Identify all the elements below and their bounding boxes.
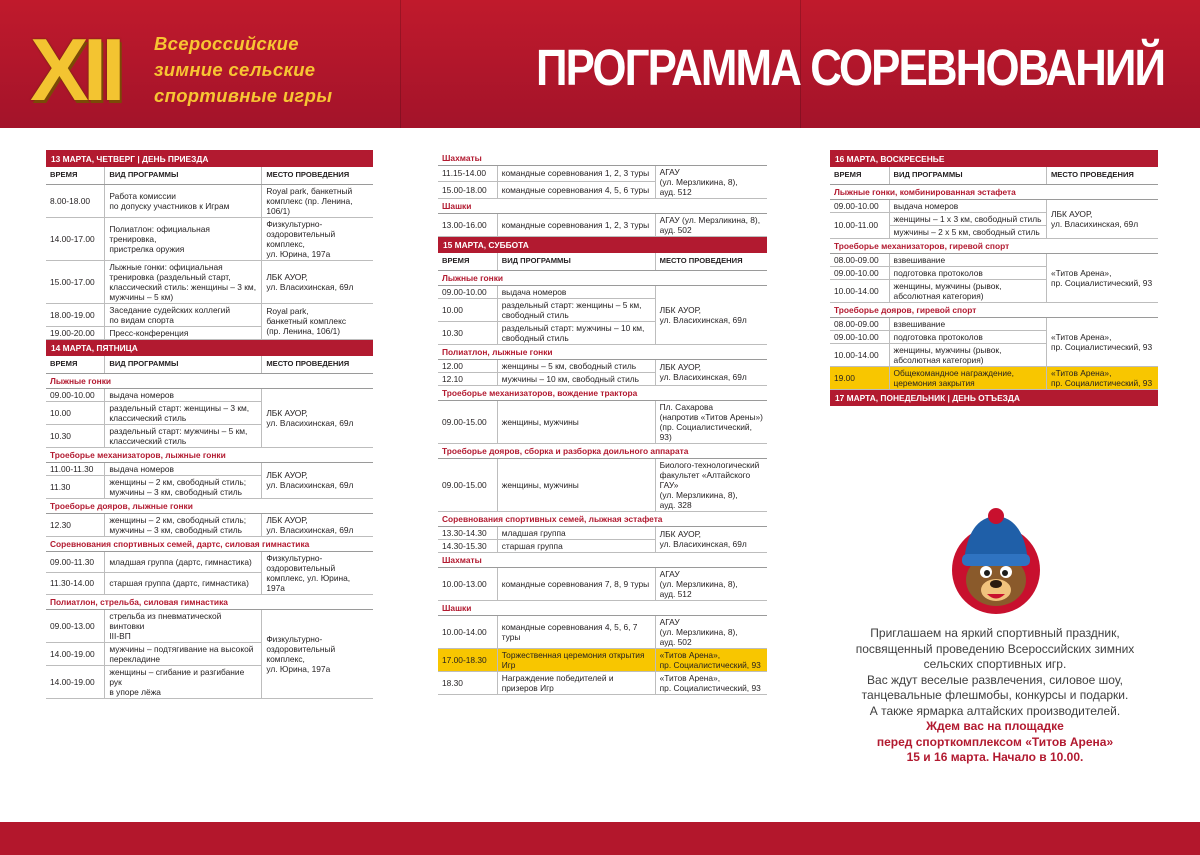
header-banner (0, 0, 1200, 128)
event-name: выдача номеров (105, 462, 262, 475)
event-name: Торжественная церемония открытия Игр (497, 648, 655, 671)
schedule-table (46, 150, 373, 699)
sport-section-row (438, 385, 767, 400)
event-time: 15.00-17.00 (46, 260, 105, 303)
event-name: взвешивание (889, 317, 1046, 330)
day-heading-row (438, 236, 767, 253)
event-name: Полиатлон: официальная тренировка, пристрелка оружия (105, 217, 262, 260)
day-heading: 14 МАРТА, ПЯТНИЦА (46, 339, 373, 356)
event-name: женщины – 5 км, свободный стиль (497, 359, 655, 372)
bear-mascot-icon (946, 508, 1046, 618)
event-time: 09.00-15.00 (438, 400, 497, 443)
day-heading-row (46, 339, 373, 356)
invitation-line: сельских спортивных игр. (923, 657, 1067, 671)
schedule-row (46, 303, 373, 326)
sport-section-title: Троеборье дояров, лыжные гонки (46, 498, 373, 513)
games-tagline (154, 31, 334, 109)
event-time: 10.30 (438, 321, 497, 344)
event-time: 14.00-19.00 (46, 642, 105, 665)
event-name: выдача номеров (497, 285, 655, 298)
games-logo (30, 20, 142, 119)
sport-section-title: Троеборье дояров, сборка и разборка доильного аппарата (438, 443, 767, 458)
event-name: Заседание судейских коллегий по видам спорта (105, 303, 262, 326)
event-name: выдача номеров (889, 199, 1046, 212)
event-time: 10.00-14.00 (438, 615, 497, 648)
event-name: раздельный старт: женщины – 5 км, свободный стиль (497, 298, 655, 321)
sport-section-title: Троеборье механизаторов, гиревой спорт (830, 238, 1158, 253)
sport-section-title: Лыжные гонки (46, 373, 373, 388)
event-name: взвешивание (889, 253, 1046, 266)
event-name: раздельный старт: мужчины – 5 км, классический стиль (105, 424, 262, 447)
event-venue: «Титов Арена», пр. Социалистический, 93 (1046, 317, 1158, 366)
event-time: 12.30 (46, 513, 105, 536)
event-time: 10.00-14.00 (830, 343, 889, 366)
tagline-line: Всероссийские (154, 33, 299, 54)
sport-section-row (438, 443, 767, 458)
event-time: 09.00-10.00 (438, 285, 497, 298)
event-name: женщины – сгибание и разгибание рук в упоре лёжа (105, 665, 262, 698)
event-time: 10.00-13.00 (438, 567, 497, 600)
event-venue: ЛБК АУОР, ул. Власихинская, 69л (262, 388, 373, 447)
sport-section-title: Троеборье механизаторов, вождение трактора (438, 385, 767, 400)
day-heading-row (46, 150, 373, 167)
day-heading: 13 МАРТА, ЧЕТВЕРГ | ДЕНЬ ПРИЕЗДА (46, 150, 373, 167)
day-heading: 16 МАРТА, ВОСКРЕСЕНЬЕ (830, 150, 1158, 167)
invitation-line: танцевальные флешмобы, конкурсы и подарки. (861, 688, 1129, 702)
event-time: 09.00-10.00 (46, 388, 105, 401)
schedule-row (438, 165, 767, 182)
panel-fold (400, 0, 401, 128)
event-venue: ЛБК АУОР, ул. Власихинская, 69л (262, 260, 373, 303)
page-title: ПРОГРАММА СОРЕВНОВАНИЙ (536, 39, 1165, 96)
sport-section-title: Троеборье дояров, гиревой спорт (830, 302, 1158, 317)
event-name: Лыжные гонки: официальная тренировка (раздельный старт, классический стиль: женщины – 3 км, мужчины – 5 км) (105, 260, 262, 303)
event-venue: Физкультурно- оздоровительный комплекс, ул. Юрина, 197а (262, 551, 373, 594)
event-name: командные соревнования 7, 8, 9 туры (497, 567, 655, 600)
event-name: мужчины – подтягивание на высокой перекладине (105, 642, 262, 665)
sport-section-row (438, 198, 767, 213)
event-time: 08.00-09.00 (830, 253, 889, 266)
schedule-row (46, 260, 373, 303)
event-name: Пресс-конференция (105, 326, 262, 339)
schedule-row (438, 285, 767, 298)
invitation-line: Приглашаем на яркий спортивный праздник, (870, 626, 1120, 640)
sport-section-title: Лыжные гонки (438, 270, 767, 285)
event-name: младшая группа (497, 526, 655, 539)
schedule-row (438, 400, 767, 443)
event-time: 10.00-11.00 (830, 212, 889, 238)
event-venue: «Титов Арена», пр. Социалистический, 93 (1046, 366, 1158, 389)
event-name: женщины – 2 км, свободный стиль; мужчины – 3 км, свободный стиль (105, 513, 262, 536)
column-header-time: ВРЕМЯ (46, 167, 105, 184)
schedule-row (830, 366, 1158, 389)
event-name: старшая группа (497, 539, 655, 552)
schedule-row (438, 458, 767, 511)
schedule-table (830, 150, 1158, 406)
schedule-table (438, 150, 767, 695)
event-name: Общекомандное награждение, церемония закрытия (889, 366, 1046, 389)
invitation-text (832, 626, 1158, 766)
tagline-line: спортивные игры (154, 85, 333, 106)
sport-section-title: Полиатлон, стрельба, силовая гимнастика (46, 594, 373, 609)
event-venue: Физкультурно- оздоровительный комплекс, ул. Юрина, 197а (262, 609, 373, 698)
event-name: раздельный старт: женщины – 3 км, классический стиль (105, 401, 262, 424)
event-venue: Пл. Сахарова (напротив «Титов Арены») (пр. Социалистический, 93) (655, 400, 767, 443)
schedule-row (46, 609, 373, 642)
schedule-row (438, 526, 767, 539)
event-venue: Royal park, банкетный комплекс (пр. Ленина, 106/1) (262, 184, 373, 217)
event-time: 12.00 (438, 359, 497, 372)
event-time: 10.00 (438, 298, 497, 321)
event-time: 10.30 (46, 424, 105, 447)
day-heading: 17 МАРТА, ПОНЕДЕЛЬНИК | ДЕНЬ ОТЪЕЗДА (830, 389, 1158, 406)
sport-section-title: Троеборье механизаторов, лыжные гонки (46, 447, 373, 462)
event-name: подготовка протоколов (889, 266, 1046, 279)
event-name: женщины – 2 км, свободный стиль; мужчины – 3 км, свободный стиль (105, 475, 262, 498)
sport-section-row (830, 184, 1158, 199)
event-name: старшая группа (дартс, гимнастика) (105, 573, 262, 595)
schedule-row (46, 217, 373, 260)
event-venue: АГАУ (ул. Мерзликина, 8), ауд. 512 (655, 567, 767, 600)
event-time: 14.00-19.00 (46, 665, 105, 698)
day-heading: 15 МАРТА, СУББОТА (438, 236, 767, 253)
table-header-row (46, 167, 373, 184)
day-heading-row (830, 389, 1158, 406)
sport-section-row (438, 344, 767, 359)
event-name: женщины, мужчины (рывок, абсолютная категория) (889, 279, 1046, 302)
event-venue: АГАУ (ул. Мерзликина, 8), ауд. 502 (655, 213, 767, 236)
schedule-row (46, 513, 373, 536)
event-time: 11.00-11.30 (46, 462, 105, 475)
schedule-row (438, 567, 767, 600)
event-time: 09.00-15.00 (438, 458, 497, 511)
event-time: 09.00-10.00 (830, 330, 889, 343)
sport-section-title: Лыжные гонки, комбинированная эстафета (830, 184, 1158, 199)
event-name: командные соревнования 4, 5, 6, 7 туры (497, 615, 655, 648)
schedule-row (830, 317, 1158, 330)
column-header-venue: МЕСТО ПРОВЕДЕНИЯ (1046, 167, 1158, 184)
event-time: 12.10 (438, 372, 497, 385)
event-name: женщины, мужчины (497, 400, 655, 443)
logo-numeral: XII (30, 20, 120, 119)
invitation-bold-line: Ждем вас на площадке (926, 719, 1064, 733)
event-time: 10.00 (46, 401, 105, 424)
table-header-row (438, 253, 767, 270)
event-name: мужчины – 10 км, свободный стиль (497, 372, 655, 385)
event-venue: ЛБК АУОР, ул. Власихинская, 69л (1046, 199, 1158, 238)
event-name: младшая группа (дартс, гимнастика) (105, 551, 262, 573)
tagline-line: зимние сельские (154, 59, 316, 80)
event-name: командные соревнования 1, 2, 3 туры (497, 213, 655, 236)
schedule-row (438, 213, 767, 236)
day-heading-row (830, 150, 1158, 167)
column-header-venue: МЕСТО ПРОВЕДЕНИЯ (262, 356, 373, 373)
sport-section-title: Шашки (438, 600, 767, 615)
event-venue: АГАУ (ул. Мерзликина, 8), ауд. 512 (655, 165, 767, 198)
schedule-row (46, 462, 373, 475)
event-venue: «Титов Арена», пр. Социалистический, 93 (655, 648, 767, 671)
schedule-row (438, 671, 767, 694)
event-time: 11.30-14.00 (46, 573, 105, 595)
event-name: стрельба из пневматической винтовки III-ВП (105, 609, 262, 642)
event-venue: ЛБК АУОР, ул. Власихинская, 69л (655, 285, 767, 344)
sport-section-title: Шашки (438, 198, 767, 213)
event-time: 10.00-14.00 (830, 279, 889, 302)
event-time: 18.00-19.00 (46, 303, 105, 326)
event-time: 09.00-11.30 (46, 551, 105, 573)
column-header-time: ВРЕМЯ (830, 167, 889, 184)
schedule-row (830, 253, 1158, 266)
event-time: 11.30 (46, 475, 105, 498)
schedule-row (46, 184, 373, 217)
sport-section-row (46, 594, 373, 609)
column-header-time: ВРЕМЯ (438, 253, 497, 270)
schedule-row (438, 359, 767, 372)
event-name: подготовка протоколов (889, 330, 1046, 343)
sport-section-row (438, 600, 767, 615)
sport-section-row (438, 270, 767, 285)
event-name: женщины, мужчины (497, 458, 655, 511)
table-header-row (46, 356, 373, 373)
event-time: 08.00-09.00 (830, 317, 889, 330)
event-name: мужчины – 2 х 5 км, свободный стиль (889, 225, 1046, 238)
event-time: 13.00-16.00 (438, 213, 497, 236)
event-venue: «Титов Арена», пр. Социалистический, 93 (1046, 253, 1158, 302)
event-time: 13.30-14.30 (438, 526, 497, 539)
sport-section-row (438, 552, 767, 567)
invitation-line: А также ярмарка алтайских производителей. (869, 703, 1121, 718)
invitation-bold-line: перед спорткомплексом «Титов Арена» (876, 734, 1114, 749)
event-time: 14.30-15.30 (438, 539, 497, 552)
event-venue: «Титов Арена», пр. Социалистический, 93 (655, 671, 767, 694)
event-time: 8.00-18.00 (46, 184, 105, 217)
schedule-column-2 (438, 150, 767, 695)
event-name: женщины – 1 х 3 км, свободный стиль (889, 212, 1046, 225)
sport-section-row (438, 511, 767, 526)
event-venue: Биолого-технологический факультет «Алтайского ГАУ» (ул. Мерзликина, 8), ауд. 328 (655, 458, 767, 511)
column-header-venue: МЕСТО ПРОВЕДЕНИЯ (655, 253, 767, 270)
table-header-row (830, 167, 1158, 184)
schedule-row (46, 388, 373, 401)
schedule-row (46, 551, 373, 573)
event-venue: АГАУ (ул. Мерзликина, 8), ауд. 502 (655, 615, 767, 648)
event-time: 17.00-18.30 (438, 648, 497, 671)
event-time: 15.00-18.00 (438, 182, 497, 199)
event-venue: ЛБК АУОР, ул. Власихинская, 69л (655, 526, 767, 552)
event-time: 18.30 (438, 671, 497, 694)
event-time: 14.00-17.00 (46, 217, 105, 260)
column-header-program: ВИД ПРОГРАММЫ (105, 167, 262, 184)
schedule-column-1 (46, 150, 373, 699)
sport-section-title: Шахматы (438, 552, 767, 567)
event-venue: ЛБК АУОР, ул. Власихинская, 69л (262, 513, 373, 536)
event-time: 09.00-13.00 (46, 609, 105, 642)
schedule-column-3 (830, 150, 1158, 406)
event-name: выдача номеров (105, 388, 262, 401)
column-header-venue: МЕСТО ПРОВЕДЕНИЯ (262, 167, 373, 184)
invitation-line: посвященный проведению Всероссийских зимних (855, 641, 1135, 656)
event-time: 09.00-10.00 (830, 266, 889, 279)
event-venue: ЛБК АУОР, ул. Власихинская, 69л (262, 462, 373, 498)
schedule-row (438, 648, 767, 671)
event-name: командные соревнования 4, 5, 6 туры (497, 182, 655, 199)
sport-section-row (46, 447, 373, 462)
column-header-program: ВИД ПРОГРАММЫ (889, 167, 1046, 184)
event-name: раздельный старт: мужчины – 10 км, свободный стиль (497, 321, 655, 344)
event-name: командные соревнования 1, 2, 3 туры (497, 165, 655, 182)
sport-section-title: Соревнования спортивных семей, дартс, силовая гимнастика (46, 536, 373, 551)
sport-section-title: Соревнования спортивных семей, лыжная эстафета (438, 511, 767, 526)
sport-section-row (438, 150, 767, 165)
sport-section-row (46, 536, 373, 551)
event-time: 11.15-14.00 (438, 165, 497, 182)
sport-section-title: Полиатлон, лыжные гонки (438, 344, 767, 359)
event-name: Награждение победителей и призеров Игр (497, 671, 655, 694)
sport-section-row (46, 498, 373, 513)
event-time: 19.00-20.00 (46, 326, 105, 339)
event-name: женщины, мужчины (рывок, абсолютная категория) (889, 343, 1046, 366)
sport-section-title: Шахматы (438, 150, 767, 165)
event-time: 09.00-10.00 (830, 199, 889, 212)
event-venue: Royal park, банкетный комплекс (пр. Ленина, 106/1) (262, 303, 373, 339)
schedule-row (830, 199, 1158, 212)
invitation-line: Вас ждут веселые развлечения, силовое шоу, (867, 672, 1123, 687)
event-venue: ЛБК АУОР, ул. Власихинская, 69л (655, 359, 767, 385)
schedule-row (438, 615, 767, 648)
column-header-program: ВИД ПРОГРАММЫ (105, 356, 262, 373)
sport-section-row (830, 238, 1158, 253)
column-header-program: ВИД ПРОГРАММЫ (497, 253, 655, 270)
sport-section-row (46, 373, 373, 388)
event-time: 19.00 (830, 366, 889, 389)
sport-section-row (830, 302, 1158, 317)
footer-band (0, 822, 1200, 855)
event-venue: Физкультурно- оздоровительный комплекс, ул. Юрина, 197а (262, 217, 373, 260)
column-header-time: ВРЕМЯ (46, 356, 105, 373)
invitation-bold-line: 15 и 16 марта. Начало в 10.00. (906, 750, 1084, 764)
event-name: Работа комиссии по допуску участников к Играм (105, 184, 262, 217)
